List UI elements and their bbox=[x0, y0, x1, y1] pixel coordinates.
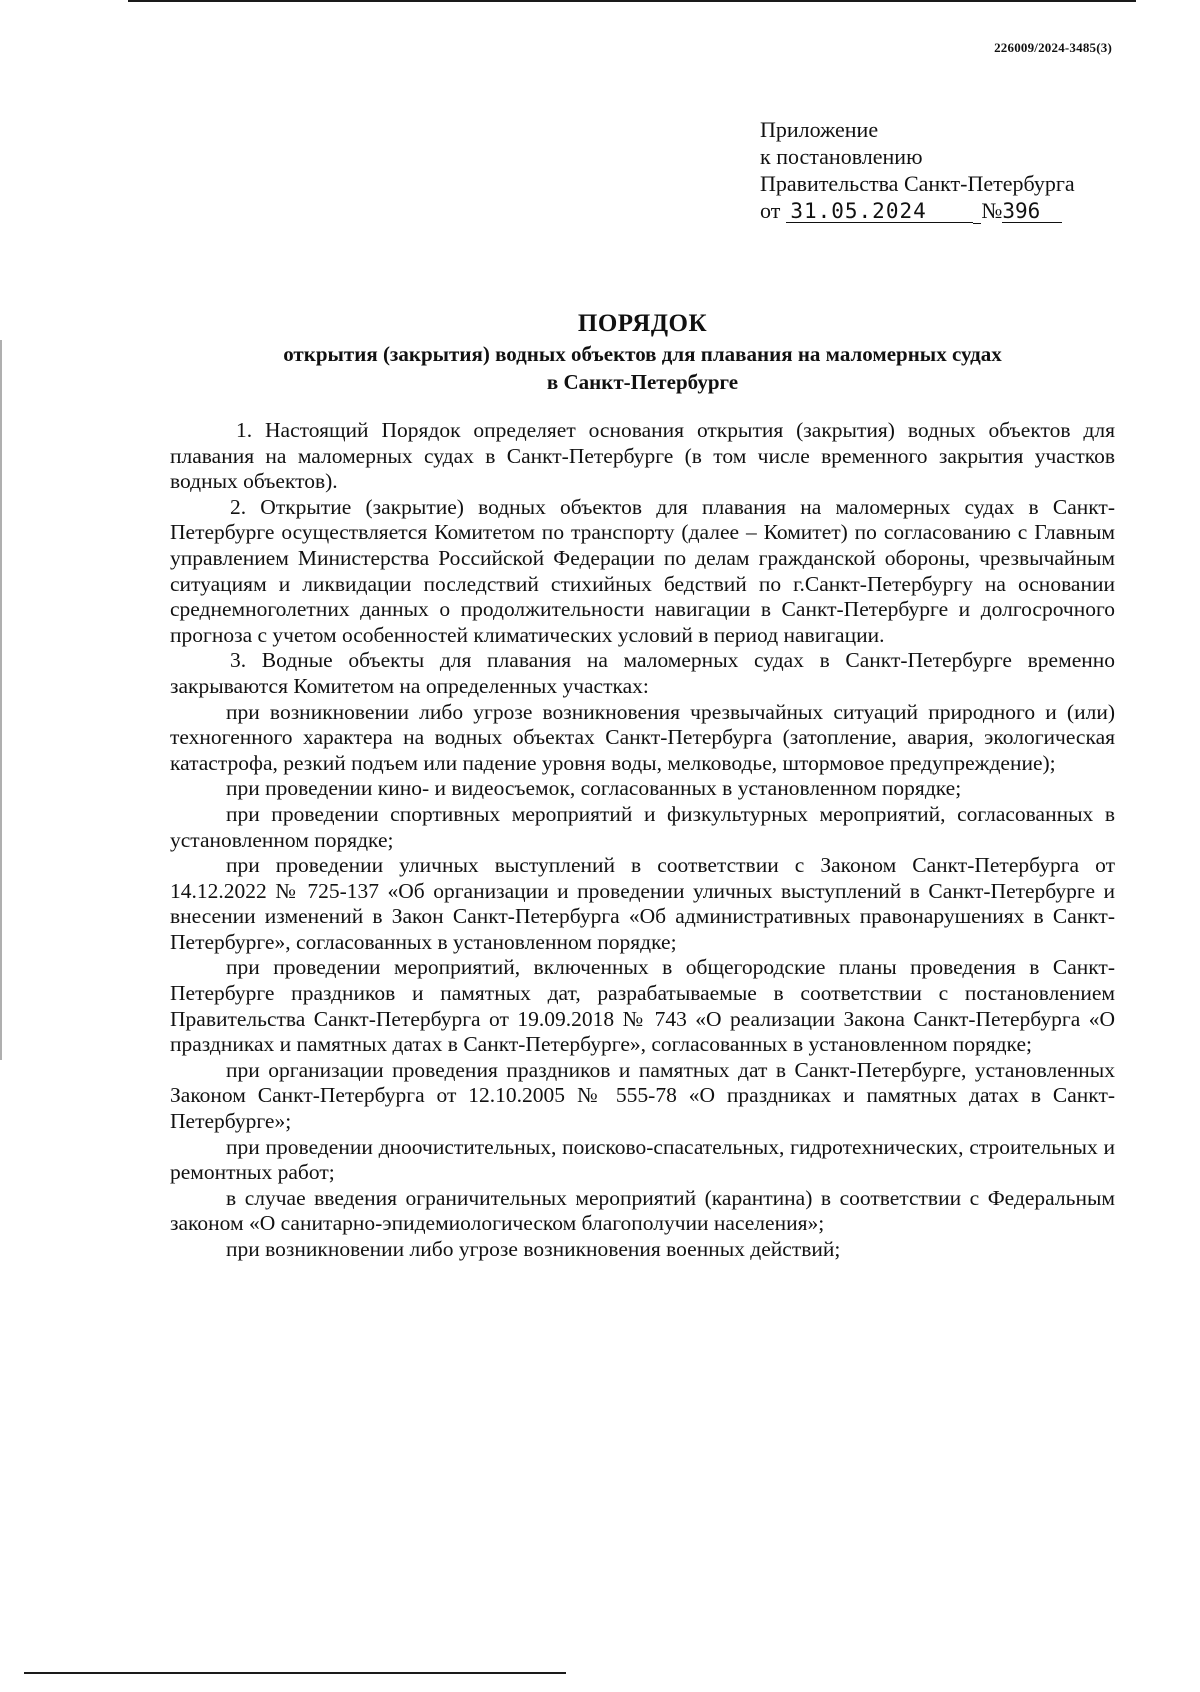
number-prefix: № bbox=[981, 198, 1003, 223]
date-prefix: от bbox=[760, 198, 781, 223]
list-item-street-performances: при проведении уличных выступлений в соответствии с Законом Санкт-Петербурга от 14.12.2022 № 725-137 «Об организации и проведении уличных выступлений в Санкт-Петербурге и внесении изменений в Закон Санкт-Петербурга «Об административных правонарушениях в Санкт-Петербурге», согласованных в установленном порядке; bbox=[170, 853, 1115, 954]
list-item-sports-events: при проведении спортивных мероприятий и физкультурных мероприятий, согласованных в установленном порядке; bbox=[170, 801, 1115, 852]
paragraph-2: 2. Открытие (закрытие) водных объектов для плавания на маломерных судах в Санкт-Петербурге осуществляется Комитетом по транспорту (далее – Комитет) по согласованию с Главным управлением Министерства Российской Федерации по делам гражданской обороны, чрезвычайным ситуациям и ликвидации последствий стихийных бедствий по г.Санкт-Петербургу на основании среднемноголетних данных о продолжительности навигации в Санкт-Петербурге и долгосрочного прогноза с учетом особенностей климатических условий в период навигации. bbox=[170, 494, 1115, 647]
paragraph-3: 3. Водные объекты для плавания на маломерных судах в Санкт-Петербурге временно закрываются Комитетом на определенных участках: bbox=[170, 648, 1115, 698]
list-item-quarantine: в случае введения ограничительных мероприятий (карантина) в соответствии с Федеральным законом «О санитарно-эпидемиологическом благополучии населения»; bbox=[170, 1185, 1115, 1236]
list-item-city-events: при проведении мероприятий, включенных в общегородские планы проведения в Санкт-Петербурге праздников и памятных дат, разрабатываемые в соответствии с постановлением Правительства Санкт-Петербурга от 19.09.2018 № 743 «О реализации Закона Санкт-Петербурга «О праздниках и памятных датах в Санкт-Петербурге», согласованных в установленном порядке; bbox=[170, 955, 1115, 1057]
list-item-filming: при проведении кино- и видеосъемок, согласованных в установленном порядке; bbox=[226, 776, 962, 801]
document-subtitle-line-2: в Санкт-Петербурге bbox=[546, 370, 739, 394]
appendix-line-1: Приложение bbox=[760, 117, 879, 142]
resolution-number: 396 bbox=[1002, 200, 1062, 223]
appendix-line-2: к постановлению bbox=[760, 144, 923, 169]
scan-artifact-bottom-line bbox=[24, 1672, 566, 1674]
document-title: ПОРЯДОК bbox=[577, 310, 708, 337]
document-body bbox=[170, 418, 1115, 1263]
document-subtitle-line-1: открытия (закрытия) водных объектов для плавания на маломерных судах bbox=[283, 342, 1002, 366]
appendix-date-line bbox=[760, 197, 1075, 224]
list-item-emergency: при возникновении либо угрозе возникновения чрезвычайных ситуаций природного и (или) техногенного характера на водных объектах Санкт-Петербурга (затопление, авария, экологическая катастрофа, резкий подъем или падение уровня воды, мелководье, штормовое предупреждение); bbox=[170, 699, 1115, 775]
appendix-line-3: Правительства Санкт-Петербурга bbox=[760, 171, 1075, 196]
paragraph-1: 1. Настоящий Порядок определяет основания открытия (закрытия) водных объектов для плавания на маломерных судах в Санкт-Петербурге (в том числе временного закрытия участков водных объектов). bbox=[170, 418, 1115, 494]
list-item-holidays: при организации проведения праздников и памятных дат в Санкт-Петербурге, установленных Законом Санкт-Петербурга от 12.10.2005 № 555-78 «О праздниках и памятных датах в Санкт-Петербурге»; bbox=[170, 1057, 1115, 1134]
list-item-works: при проведении дноочистительных, поисково-спасательных, гидротехнических, строительных и ремонтных работ; bbox=[170, 1134, 1115, 1185]
resolution-date: 31.05.2024 bbox=[786, 200, 973, 223]
scan-artifact-left-edge bbox=[0, 340, 2, 1060]
document-registration-number: 226009/2024-3485(3) bbox=[994, 40, 1112, 55]
appendix-header bbox=[760, 116, 1075, 224]
scan-artifact-top-line bbox=[128, 0, 1136, 2]
document-title-block bbox=[150, 308, 1135, 396]
list-item-military: при возникновении либо угрозе возникновения военных действий; bbox=[226, 1237, 841, 1261]
